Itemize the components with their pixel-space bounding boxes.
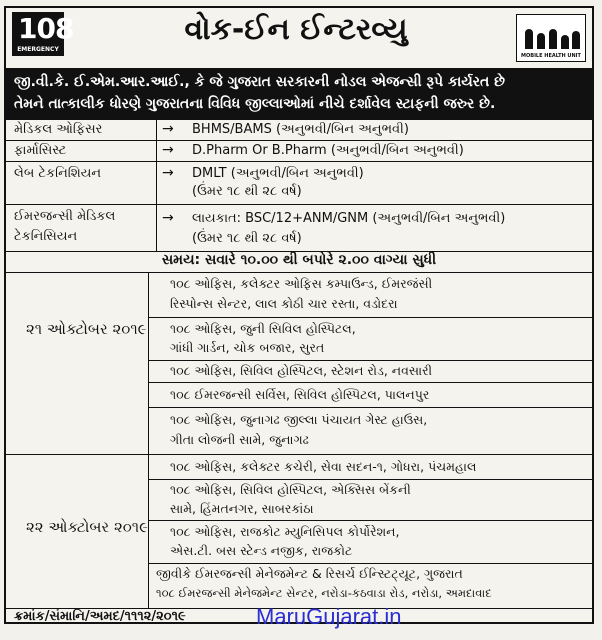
column-divider xyxy=(156,120,157,252)
logo-caption: MOBILE HEALTH UNIT xyxy=(521,53,581,59)
position-qualification: D.Pharm Or B.Pharm (અનુભવી/બિન અનુભવી) xyxy=(192,143,464,158)
position-qualification: BHMS/BAMS (અનુભવી/બિન અનુભવી) xyxy=(192,122,409,137)
person-icon xyxy=(549,29,557,49)
venue-address: ૧૦૮ ઓફિસ, કલેક્ટર ઓફિસ કમ્પાઉન્ડ, ઈમરજંસી xyxy=(170,276,433,291)
position-name: મેડિકલ ઓફિસર xyxy=(14,122,103,137)
interview-timing: સમય: સવારે ૧૦.૦૦ થી બપોરે ૨.૦૦ વાગ્યા સુધી xyxy=(6,252,592,273)
intro-line: તેમને તાત્કાલીક ધોરણે ગુજરાતના વિવિધ જીલ્લાઓમાં નીચે દર્શાવેલ સ્ટાફની જરુર છે. xyxy=(14,96,496,112)
venue-address: ૧૦૮ ઓફિસ, જુનાગઢ જીલ્લા પંચાયત ગેસ્ટ હાઉસ, xyxy=(170,412,428,427)
arrow-icon: → xyxy=(162,165,174,181)
venue-address: ૧૦૮ ઓફિસ, સિવિલ હોસ્પિટલ, સ્ટેશન રોડ, નવસારી xyxy=(170,363,433,378)
venue-row xyxy=(148,383,592,408)
venue-row xyxy=(148,361,592,383)
venue-address: જીવીકે ઈમરજન્સી મેનેજમેન્ટ & રિસર્ચ ઈન્સ્ટિટ્યૂટ, ગુજરાત xyxy=(156,566,463,581)
venue-row xyxy=(148,318,592,361)
logo-subtitle: EMERGENCY xyxy=(17,46,59,53)
venue-address: ગાંધી ગાર્ડન, ચોક બજાર, સુરત xyxy=(170,340,325,355)
advertisement-frame xyxy=(4,6,594,624)
position-name: ટેકનિસિયન xyxy=(14,229,78,244)
mobile-health-unit-logo xyxy=(516,14,586,62)
position-name: ઈમરજન્સી મેડિકલ xyxy=(14,209,116,224)
position-name: ફાર્માસિસ્ટ xyxy=(14,143,67,158)
page-title: વોક-ઈન ઈન્ટરવ્યુ xyxy=(184,12,408,47)
reference-number: ક્રમાંક/સંમાનિ/અમદ/૧૧૧૨/૨૦૧૯ xyxy=(14,609,186,624)
arrow-icon: → xyxy=(162,210,174,226)
position-qualification: લાયકાત: BSC/12+ANM/GNM (અનુભવી/બિન અનુભવી) xyxy=(192,211,506,226)
venue-address: ૧૦૮ ઈમરજન્સી સર્વિસ, સિવિલ હોસ્પિટલ, પાલનપુર xyxy=(170,387,430,402)
position-row xyxy=(6,141,592,162)
position-row xyxy=(6,205,592,252)
venue-address: ૧૦૮ ઓફિસ, જુની સિવિલ હોસ્પિટલ, xyxy=(170,321,356,336)
interview-date: ૨૧ ઓક્ટોબર ૨૦૧૯ xyxy=(26,320,147,338)
venue-address: રિસ્પોન્સ સેન્ટર, લાલ કોઠી ચાર રસ્તા, વડોદરા xyxy=(170,296,398,311)
venue-row xyxy=(148,521,592,564)
position-row xyxy=(6,120,592,141)
person-icon xyxy=(525,29,533,49)
person-icon xyxy=(572,31,580,49)
position-name: લેબ ટેકનિશિયન xyxy=(14,166,102,181)
position-qualification: DMLT (અનુભવી/બિન અનુભવી) xyxy=(192,166,364,181)
intro-banner xyxy=(6,68,592,120)
venue-row xyxy=(148,455,592,480)
venue-address: ૧૦૮ ઓફિસ, રાજકોટ મ્યુનિસિપલ કોર્પોરેશન, xyxy=(170,524,400,539)
position-age-limit: (ઉંમર ૧૮ થી ૨૮ વર્ષ) xyxy=(192,184,302,199)
venue-address: ૧૦૮ ઓફિસ, કલેક્ટર કચેરી, સેવા સદન-૧, ગોધરા, પંચમહાલ xyxy=(170,459,477,474)
person-icon xyxy=(537,33,545,49)
logo-number: 108 xyxy=(18,12,74,45)
date-divider xyxy=(6,454,148,455)
venue-address: ગીતા લોજની સામે, જુનાગઢ xyxy=(170,432,309,447)
arrow-icon: → xyxy=(162,142,174,158)
person-icon xyxy=(561,35,569,49)
arrow-icon: → xyxy=(162,121,174,137)
venue-row xyxy=(148,273,592,318)
interview-date: ૨૨ ઓક્ટોબર ૨૦૧૯ xyxy=(26,518,149,536)
watermark: MaruGujarat.in xyxy=(256,604,402,629)
venue-address: ૧૦૮ ઓફિસ, સિવિલ હોસ્પિટલ, એક્સિસ બેંકની xyxy=(170,482,411,497)
intro-line: જી.વી.કે. ઈ.એમ.આર.આઈ., કે જે ગુજરાત સરકારની નોડલ એજન્સી રૂપે કાર્યરત છે xyxy=(14,74,505,90)
header xyxy=(6,8,592,66)
venue-row xyxy=(148,480,592,521)
position-age-limit: (ઉંમર ૧૮ થી ૨૮ વર્ષ) xyxy=(192,231,302,246)
venue-address: સામે, હિંમતનગર, સાબરકાંઠા xyxy=(170,501,314,516)
position-row xyxy=(6,162,592,205)
emergency-108-logo xyxy=(12,12,74,56)
venue-address: એસ.ટી. બસ સ્ટેન્ડ નજીક, રાજકોટ xyxy=(170,543,353,558)
venue-row xyxy=(148,408,592,455)
venue-address: ૧૦૮ ઈમરજન્સી મેનેજમેન્ટ સેન્ટર, નરોડા-કઠવાડા રોડ, નરોડા, અમદાવાદ xyxy=(156,586,492,600)
venue-row xyxy=(148,564,592,608)
